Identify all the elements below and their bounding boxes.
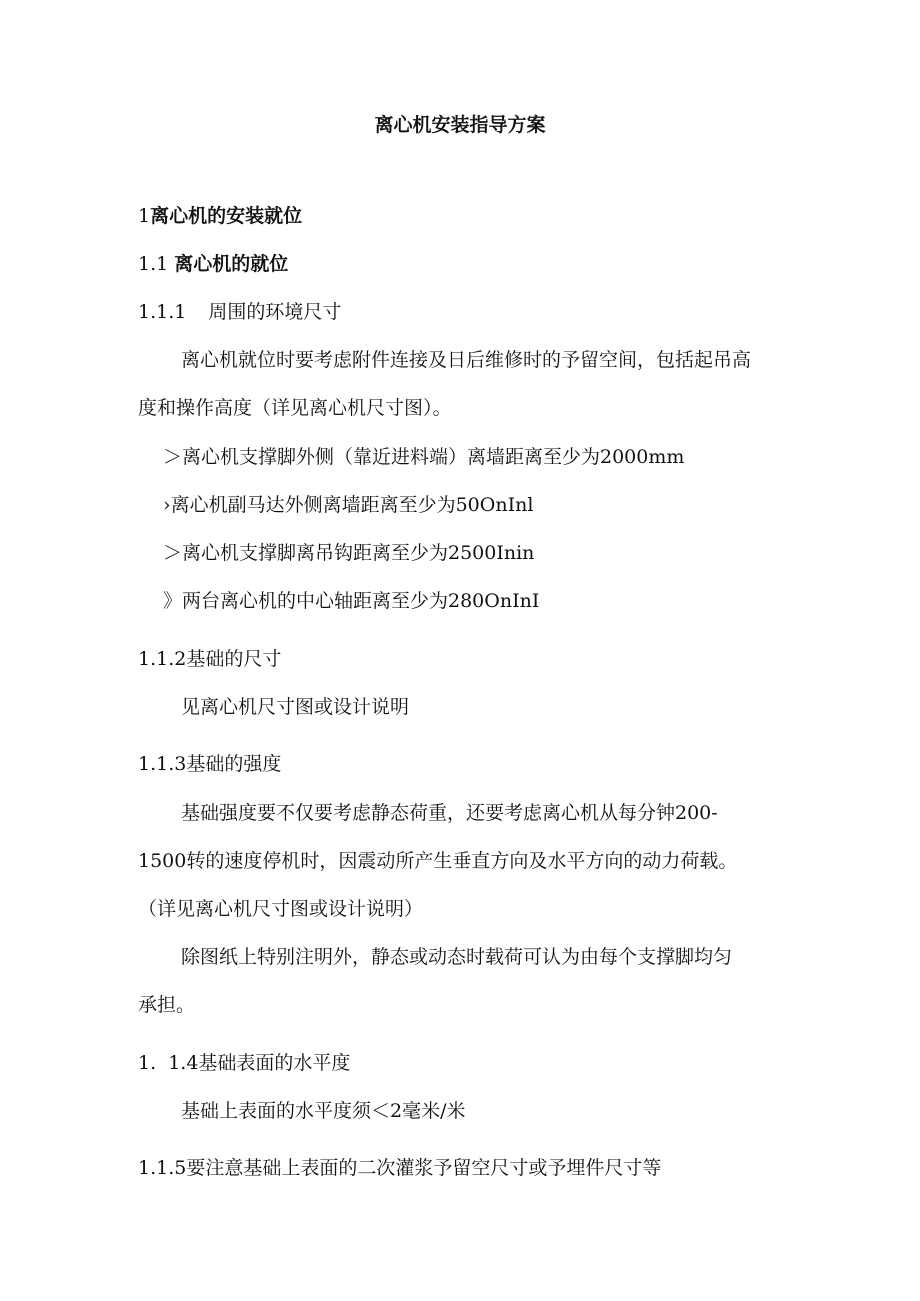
heading-1-1-number: 1.1 <box>138 253 169 275</box>
paragraph-line: 1500转的速度停机时，因震动所产生垂直方向及水平方向的动力荷载。 <box>138 850 738 872</box>
paragraph-line: 承担。 <box>138 994 196 1016</box>
bullet-item: 》两台离心机的中心轴距离至少为280OnInI <box>163 590 540 612</box>
paragraph-line: 度和操作高度（详见离心机尺寸图）。 <box>138 397 452 419</box>
paragraph-line: 见离心机尺寸图或设计说明 <box>181 696 410 718</box>
bullet-item: ＞离心机支撑脚离吊钩距离至少为2500Inin <box>163 542 535 564</box>
heading-1-1-2: 1.1.2基础的尺寸 <box>138 648 282 670</box>
paragraph-line: 离心机就位时要考虑附件连接及日后维修时的予留空间，包括起吊高 <box>181 349 752 371</box>
heading-1-1-3: 1.1.3基础的强度 <box>138 753 282 775</box>
paragraph-line: 除图纸上特别注明外，静态或动态时载荷可认为由每个支撑脚均匀 <box>181 946 733 968</box>
bullet-item: ›离心机副马达外侧离墙距离至少为50OnInl <box>163 494 534 516</box>
paragraph-line: 基础上表面的水平度须＜2毫米/米 <box>181 1100 466 1122</box>
bullet-item: ＞离心机支撑脚外侧（靠近进料端）离墙距离至少为2000mm <box>163 446 685 468</box>
heading-1 <box>138 203 302 229</box>
heading-1-1 <box>138 251 288 277</box>
heading-1-1-1 <box>138 299 341 325</box>
document-title: 离心机安装指导方案 <box>374 114 546 136</box>
heading-1-number: 1 <box>138 205 151 227</box>
heading-1-1-1-number: 1.1.1 <box>138 301 187 323</box>
paragraph-line: （详见离心机尺寸图或设计说明） <box>138 898 424 920</box>
heading-1-1-1-title: 周围的环境尺寸 <box>208 301 342 323</box>
heading-1-1-title: 离心机的就位 <box>174 253 289 275</box>
heading-1-title: 离心机的安装就位 <box>150 205 303 227</box>
heading-1-1-5: 1.1.5要注意基础上表面的二次灌浆予留空尺寸或予埋件尺寸等 <box>138 1157 662 1179</box>
heading-1-1-4: 1. 1.4基础表面的水平度 <box>138 1052 351 1074</box>
paragraph-line: 基础强度要不仅要考虑静态荷重，还要考虑离心机从每分钟200- <box>181 802 718 824</box>
